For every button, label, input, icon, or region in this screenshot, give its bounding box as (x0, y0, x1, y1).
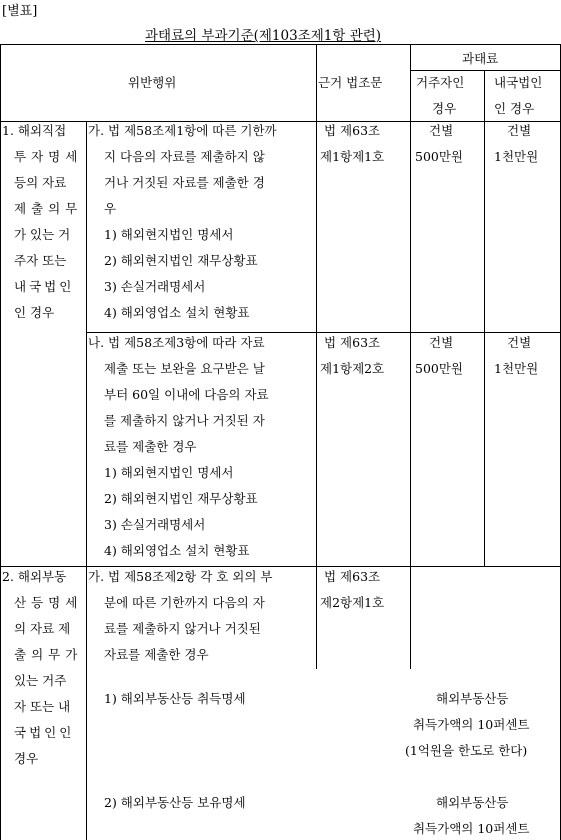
row1a-corp-line1: 건별 (507, 123, 532, 138)
header-corp-line2: 인 경우 (494, 101, 535, 116)
row1a-line: 거나 거짓된 자료를 제출한 경 (104, 175, 265, 190)
header-basis: 근거 법조문 (318, 75, 383, 90)
page-title: 과태료의 부과기준(제103조제1항 관련) (145, 28, 382, 44)
row1-category-line: 내국법인 (14, 279, 75, 294)
row1b-line: 4) 해외영업소 설치 현황표 (104, 543, 250, 558)
header-resident-line1: 거주자인 (416, 75, 465, 90)
row2a-line: 자료를 제출한 경우 (104, 647, 209, 662)
row2a-basis-line1: 법 제63조 (324, 569, 381, 584)
row1b-corp-line1: 건별 (507, 335, 532, 350)
row1a-resident-line2: 500만원 (415, 149, 464, 164)
row1a-resident-line1: 건별 (429, 123, 454, 138)
row1a-line: 우 (104, 201, 117, 216)
row1b-line: 제출 또는 보완을 요구받은 날 (104, 361, 265, 376)
row1b-line: 부터 60일 이내에 다음의 자료 (104, 387, 269, 402)
row1-category-line: 1. 해외직접 (2, 123, 67, 138)
row1a-line: 가. 법 제58조제1항에 따른 기한까 (88, 123, 277, 138)
row2a-basis-line2: 제2항제1호 (320, 595, 385, 610)
row1b-line: 료를 제출한 경우 (104, 439, 197, 454)
row1b-basis-line1: 법 제63조 (324, 335, 381, 350)
row1a-line: 4) 해외영업소 설치 현황표 (104, 305, 250, 320)
row1b-basis-line2: 제1항제2호 (320, 361, 385, 376)
row2a-item1-fine-line1: 해외부동산등 (436, 691, 509, 706)
row1-category-line: 투자명세 (14, 149, 83, 164)
row2a-line: 가. 법 제58조제2항 각 호 외의 부 (88, 569, 273, 584)
header-violation: 위반행위 (128, 75, 177, 90)
row1a-line: 1) 해외현지법인 명세서 (104, 227, 234, 242)
row1b-line: 2) 해외현지법인 재무상황표 (104, 491, 258, 506)
row2-category-line: 출의무가 (14, 647, 83, 662)
row1-category-line: 가 있는 거 (14, 227, 71, 242)
row1-category-line: 인 경우 (14, 305, 55, 320)
row1b-resident-line2: 500만원 (415, 361, 464, 376)
row2a-item1-fine-line3: (1억원을 한도로 한다) (405, 743, 528, 758)
row1b-line: 나. 법 제58조제3항에 따라 자료 (88, 335, 265, 350)
row1b-corp-line2: 1천만원 (494, 361, 539, 376)
row1-category-line: 등의 자료 (14, 175, 67, 190)
row2-category-line: 자 또는 내 (14, 699, 71, 714)
row2a-item2: 2) 해외부동산등 보유명세 (104, 795, 246, 810)
row2-category-line: 국법인인 (14, 725, 75, 740)
row1a-basis-line2: 제1항제1호 (320, 149, 385, 164)
row2-category-line: 2. 해외부동 (2, 569, 67, 584)
row1a-line: 지 다음의 자료를 제출하지 않 (104, 149, 265, 164)
row2a-line: 료를 제출하지 않거나 거짓된 (104, 621, 261, 636)
row2-category-line: 경우 (14, 751, 39, 766)
row2a-item2-fine-line2: 취득가액의 10퍼센트 (413, 821, 530, 836)
row1b-line: 3) 손실거래명세서 (104, 517, 206, 532)
row2-category-line: 산등명세 (14, 595, 83, 610)
row1a-line: 3) 손실거래명세서 (104, 279, 206, 294)
header-fine: 과태료 (462, 51, 499, 66)
row1b-resident-line1: 건별 (429, 335, 454, 350)
row1a-line: 2) 해외현지법인 재무상황표 (104, 253, 258, 268)
appendix-label: [별표] (2, 4, 38, 19)
row1-category-line: 제출의무 (14, 201, 83, 216)
row2-category-line: 의 자료 제 (14, 621, 71, 636)
row1b-line: 를 제출하지 않거나 거짓된 자 (104, 413, 265, 428)
row2a-item1: 1) 해외부동산등 취득명세 (104, 691, 246, 706)
row1-category-line: 주자 또는 (14, 253, 67, 268)
row2-category-line: 있는 거주 (14, 673, 67, 688)
row2a-item2-fine-line1: 해외부동산등 (436, 795, 509, 810)
header-resident-line2: 경우 (432, 101, 457, 116)
row1a-corp-line2: 1천만원 (494, 149, 539, 164)
row1a-basis-line1: 법 제63조 (324, 123, 381, 138)
row2a-line: 분에 따른 기한까지 다음의 자 (104, 595, 265, 610)
row2a-item1-fine-line2: 취득가액의 10퍼센트 (413, 717, 530, 732)
row1b-line: 1) 해외현지법인 명세서 (104, 465, 234, 480)
header-corp-line1: 내국법인 (494, 75, 543, 90)
